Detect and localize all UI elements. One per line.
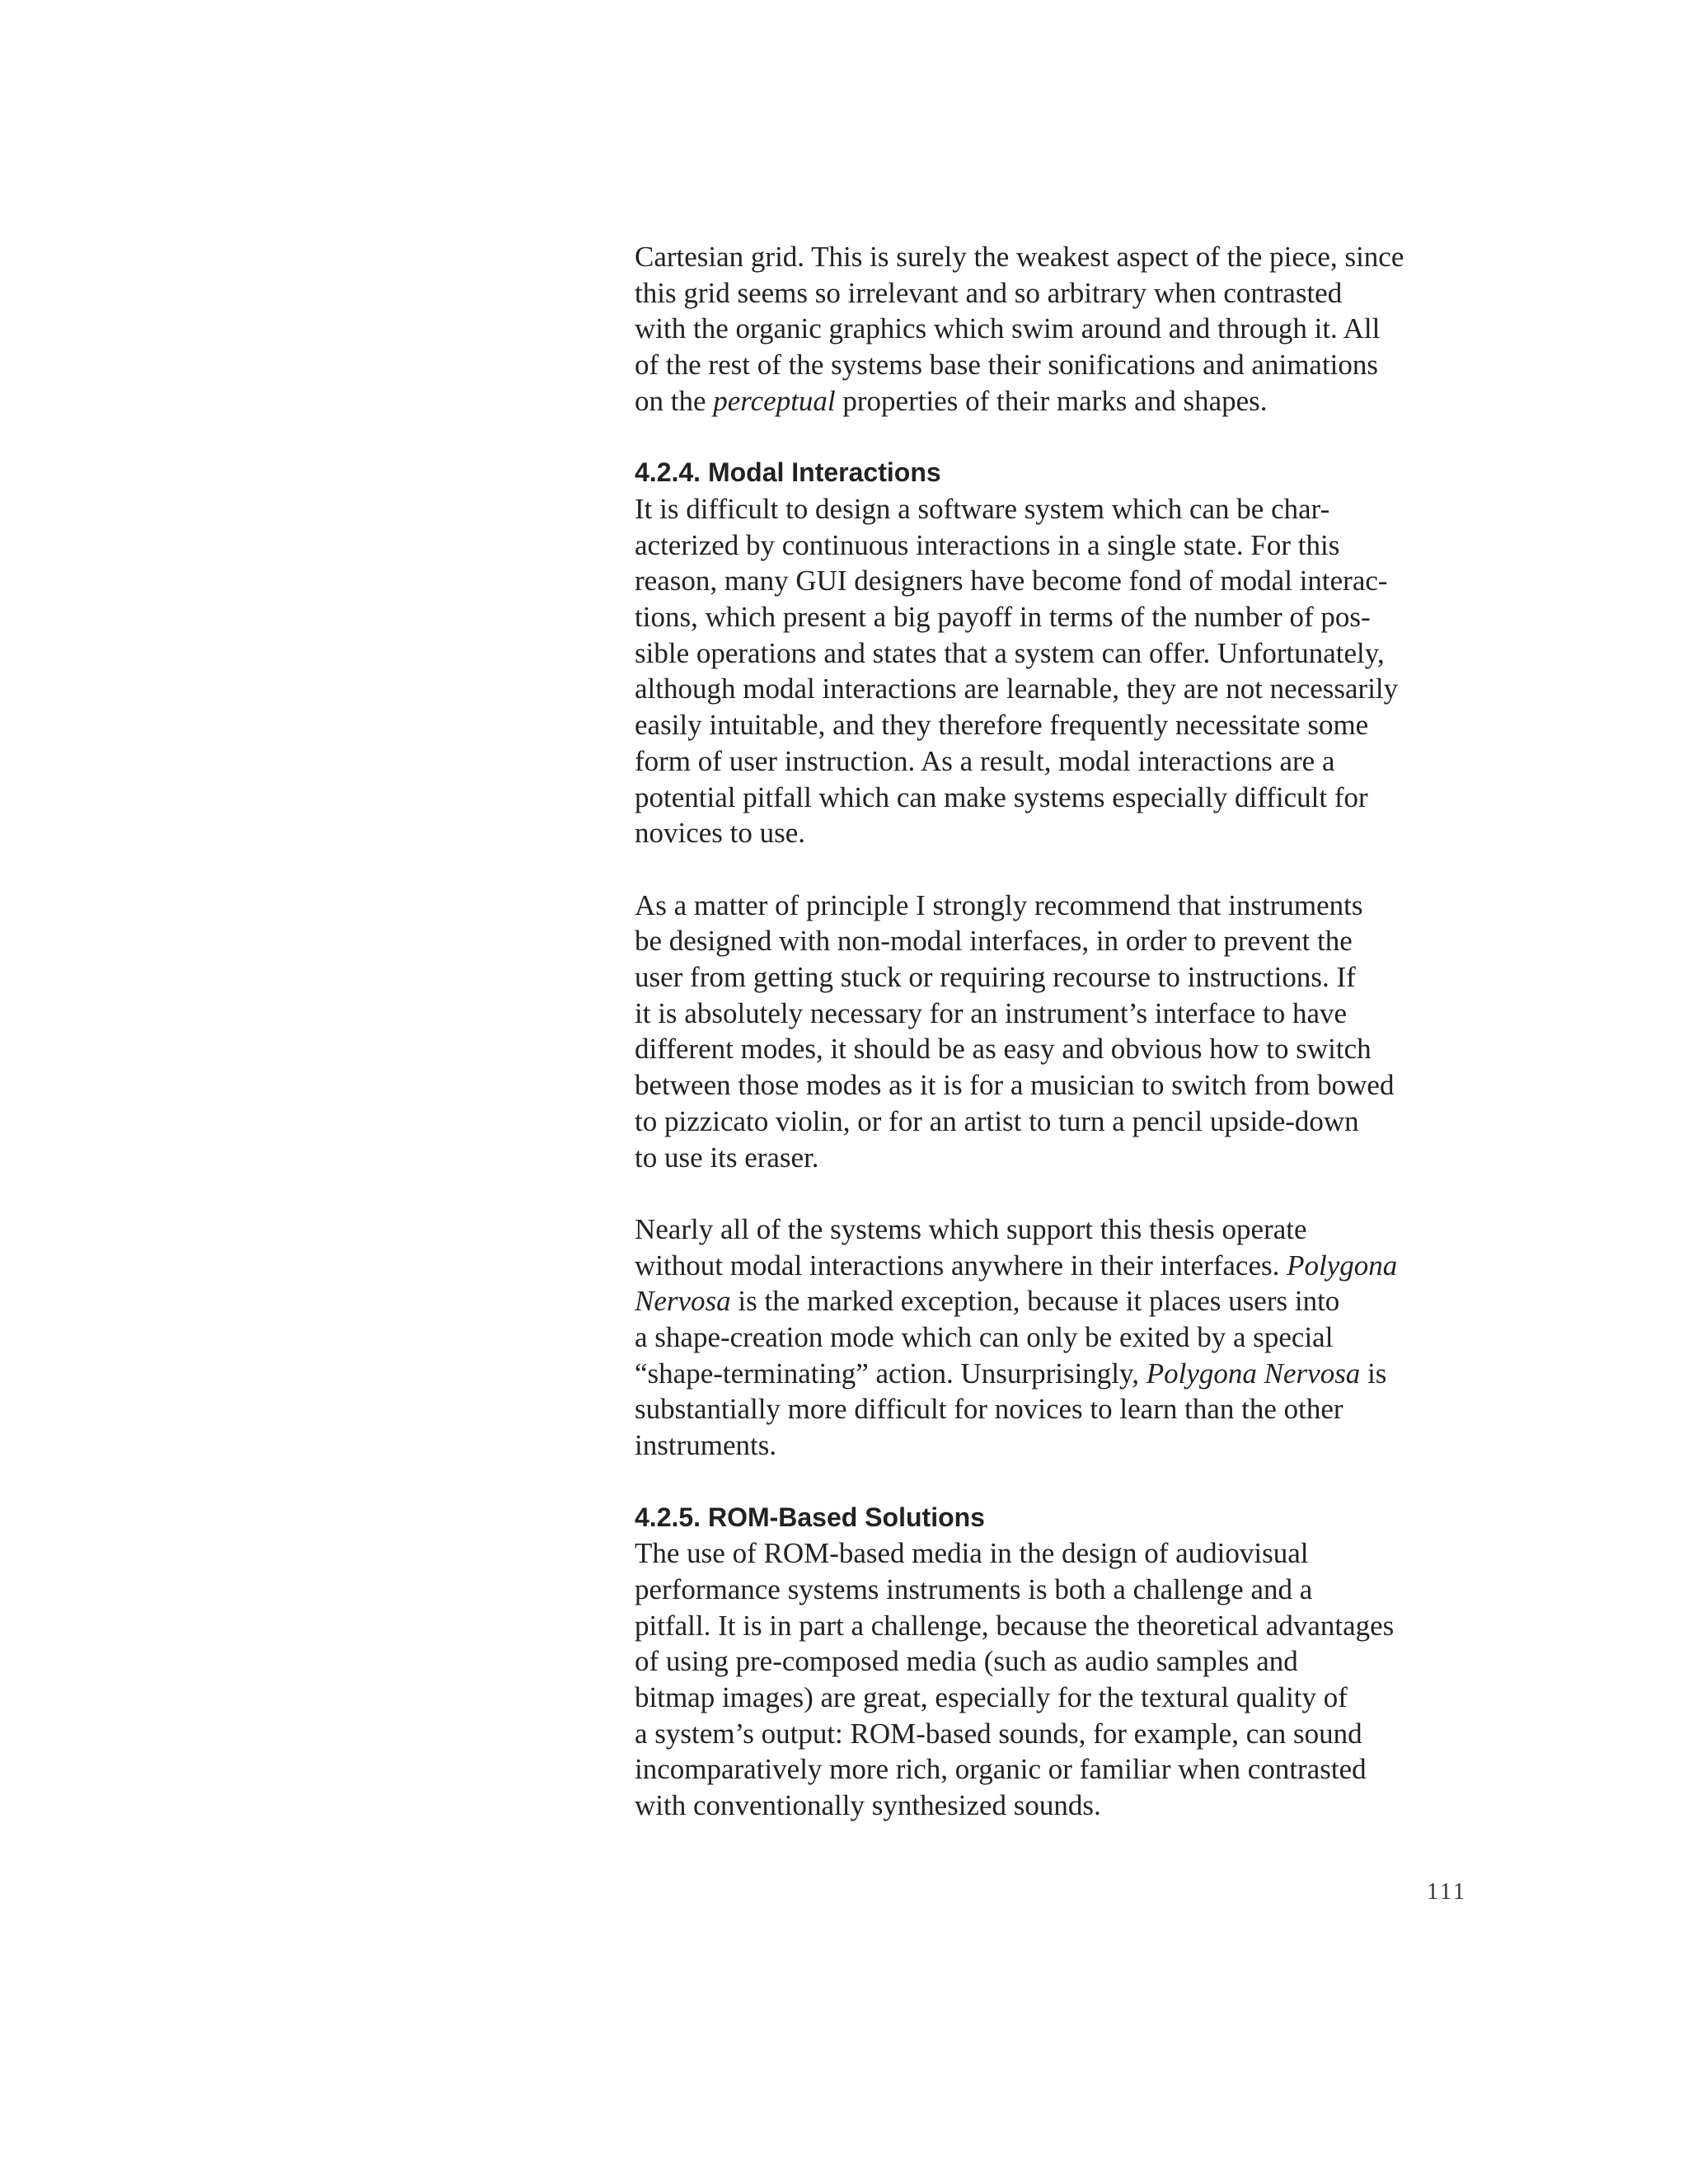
- text-line: different modes, it should be as easy and obvious how to switch: [635, 1033, 1372, 1066]
- text-line: sible operations and states that a system can offer. Unfortunately,: [635, 636, 1385, 669]
- text-line: it is absolutely necessary for an instrument’s interface to have: [635, 996, 1348, 1029]
- text-line: Cartesian grid. This is surely the weakest aspect of the piece, since: [635, 241, 1404, 273]
- text-line: novices to use.: [635, 817, 806, 850]
- text-line: be designed with non-modal interfaces, in order to prevent the: [635, 925, 1353, 958]
- text-line: tions, which present a big payoff in terms of the number of pos-: [635, 601, 1371, 634]
- text-line: user from getting stuck or requiring recourse to instructions. If: [635, 961, 1356, 994]
- text-line: to use its eraser.: [635, 1141, 819, 1174]
- text-line: performance systems instruments is both a challenge and a: [635, 1572, 1313, 1605]
- text-line: reason, many GUI designers have become fond of modal interac-: [635, 565, 1388, 598]
- text-line: without modal interactions anywhere in their interfaces. Polygona: [635, 1249, 1398, 1282]
- text-line: with conventionally synthesized sounds.: [635, 1789, 1101, 1822]
- text-line: substantially more difficult for novices to learn than the other: [635, 1393, 1343, 1426]
- section-heading-rom-based-solutions: 4.2.5. ROM-Based Solutions: [635, 1502, 985, 1532]
- text-line: between those modes as it is for a musician to switch from bowed: [635, 1069, 1395, 1102]
- text-line: Nearly all of the systems which support this thesis operate: [635, 1212, 1307, 1245]
- text-line: incomparatively more rich, organic or familiar when contrasted: [635, 1753, 1367, 1786]
- text-line: “shape-terminating” action. Unsurprisingly, Polygona Nervosa is: [635, 1357, 1387, 1390]
- text-line: instruments.: [635, 1429, 777, 1462]
- text-line: on the perceptual properties of their marks and shapes.: [635, 384, 1268, 417]
- text-line: although modal interactions are learnable, they are not necessarily: [635, 673, 1399, 705]
- text-line: this grid seems so irrelevant and so arbitrary when contrasted: [635, 276, 1343, 309]
- text-line: of the rest of the systems base their sonifications and animations: [635, 349, 1379, 382]
- text-line: As a matter of principle I strongly recommend that instruments: [635, 888, 1363, 921]
- text-line: a system’s output: ROM-based sounds, for example, can sound: [635, 1717, 1362, 1750]
- italic-term: Polygona: [1287, 1249, 1398, 1282]
- text-line: form of user instruction. As a result, modal interactions are a: [635, 744, 1335, 777]
- intro-paragraph: [635, 239, 1475, 419]
- text-line: a shape-creation mode which can only be exited by a special: [635, 1321, 1334, 1354]
- text-line: to pizzicato violin, or for an artist to turn a pencil upside-down: [635, 1104, 1359, 1137]
- text-line: pitfall. It is in part a challenge, because the theoretical advantages: [635, 1609, 1395, 1642]
- modal-interactions-paragraph-1: [635, 491, 1475, 851]
- modal-interactions-paragraph-3: [635, 1212, 1475, 1464]
- italic-term: Nervosa: [635, 1285, 731, 1318]
- page-number: 111: [1427, 1879, 1467, 1905]
- text-line: The use of ROM-based media in the design of audiovisual: [635, 1537, 1309, 1570]
- text-line: Nervosa is the marked exception, because it places users into: [635, 1285, 1340, 1318]
- rom-based-solutions-paragraph-1: [635, 1535, 1475, 1824]
- text-line: acterized by continuous interactions in a single state. For this: [635, 528, 1340, 561]
- text-line: with the organic graphics which swim around and through it. All: [635, 312, 1381, 345]
- section-heading-modal-interactions: 4.2.4. Modal Interactions: [635, 457, 941, 488]
- text-line: easily intuitable, and they therefore frequently necessitate some: [635, 709, 1369, 742]
- text-line: of using pre-composed media (such as audio samples and: [635, 1645, 1298, 1678]
- italic-term: Polygona Nervosa: [1146, 1357, 1361, 1390]
- text-line: potential pitfall which can make systems especially difficult for: [635, 780, 1368, 813]
- italic-term: perceptual: [713, 384, 836, 417]
- modal-interactions-paragraph-2: [635, 888, 1475, 1176]
- text-line: It is difficult to design a software system which can be char-: [635, 492, 1330, 525]
- text-line: bitmap images) are great, especially for the textural quality of: [635, 1681, 1348, 1714]
- text-column: [635, 239, 1475, 1824]
